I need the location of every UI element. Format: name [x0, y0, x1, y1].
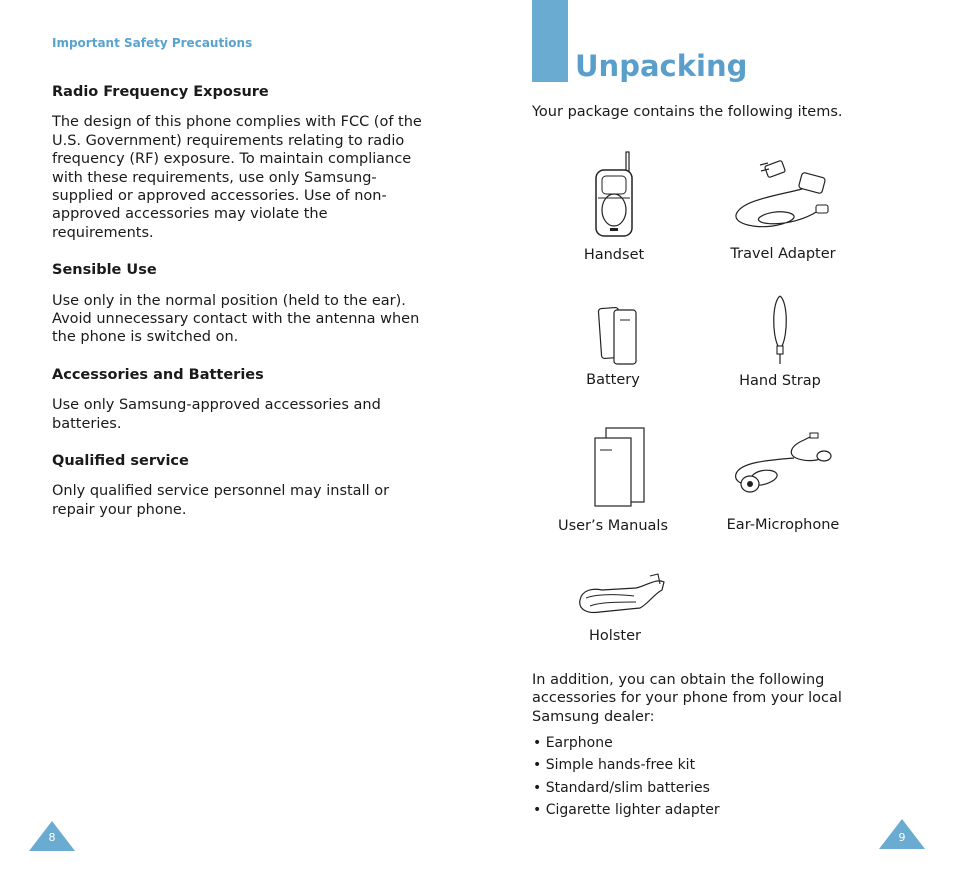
item-label-battery: Battery: [586, 372, 640, 388]
title-accent-block: [532, 0, 568, 82]
section-sensible-use: [52, 262, 424, 347]
list-item: • Simple hands-free kit: [533, 757, 696, 774]
section-body: Only qualified service personnel may install or repair your phone.: [52, 483, 390, 518]
page-title: Unpacking: [575, 49, 748, 83]
list-item: • Standard/slim batteries: [533, 779, 710, 796]
manuals-icon: [592, 426, 648, 508]
item-label-ear-microphone: Ear-Microphone: [726, 517, 840, 533]
battery-icon: [596, 302, 642, 368]
section-qualified-service: [52, 453, 424, 519]
section-body: Use only in the normal position (held to the ear). Avoid unnecessary contact with the antenna when the phone is switched on.: [52, 292, 420, 346]
page-number: 9: [898, 831, 906, 844]
handset-icon: [590, 150, 640, 240]
item-label-hand-strap: Hand Strap: [739, 373, 821, 389]
ear-microphone-icon: [730, 430, 834, 500]
section-body: The design of this phone complies with FCC (of the U.S. Government) requirements relating to radio frequency (RF) exposure. To maintain compliance with these requirements, use only Samsung-supplied or approved accessories. Use of non-approved accessories may violate the requirements.: [52, 114, 422, 241]
list-item: • Cigarette lighter adapter: [533, 802, 720, 819]
page-number: 8: [48, 831, 56, 844]
intro-text: Your package contains the following items.: [532, 104, 843, 120]
item-label-users-manuals: User’s Manuals: [557, 518, 669, 534]
section-heading: Qualified service: [52, 453, 189, 470]
section-accessories-batteries: [52, 367, 424, 433]
section-heading: Sensible Use: [52, 262, 157, 279]
section-heading: Accessories and Batteries: [52, 366, 264, 383]
section-radio-frequency: [52, 84, 424, 242]
item-label-travel-adapter: Travel Adapter: [730, 246, 836, 262]
page-number-right: [879, 819, 925, 849]
item-label-handset: Handset: [583, 247, 645, 263]
hand-strap-icon: [768, 294, 792, 366]
running-head: Important Safety Precautions: [52, 36, 253, 50]
travel-adapter-icon: [730, 155, 835, 235]
additional-accessories-text: In addition, you can obtain the following accessories for your phone from your local Samsung dealer:: [532, 672, 842, 725]
section-heading: Radio Frequency Exposure: [52, 84, 269, 100]
holster-icon: [576, 570, 668, 622]
list-item: • Earphone: [533, 735, 613, 751]
item-label-holster: Holster: [589, 628, 641, 644]
section-body: Use only Samsung-approved accessories and batteries.: [52, 397, 381, 432]
left-column: [52, 84, 424, 539]
page-number-left: [29, 821, 75, 851]
accessory-list: [533, 733, 720, 823]
